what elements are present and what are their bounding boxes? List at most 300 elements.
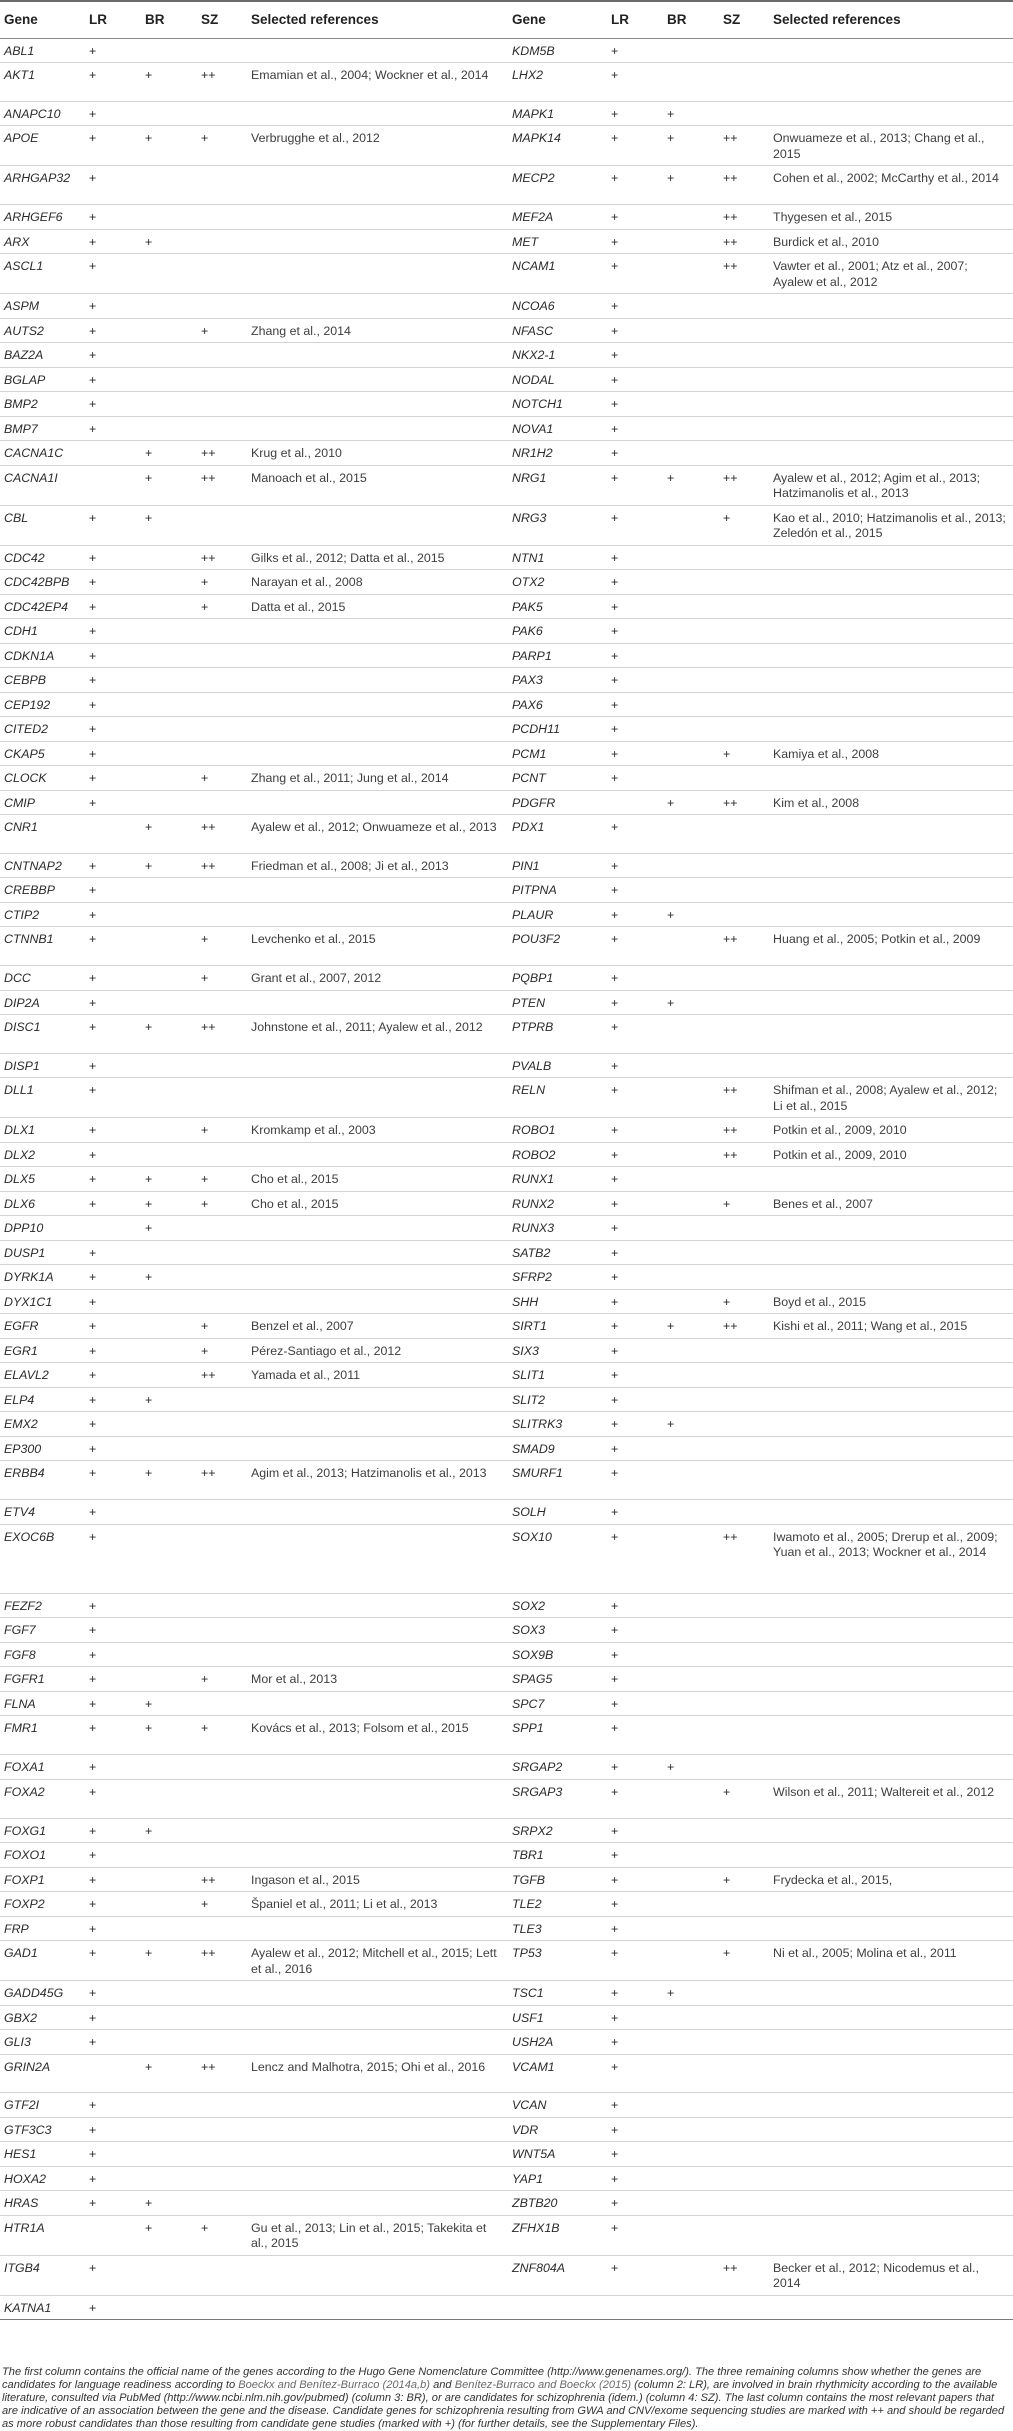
sz-mark-left bbox=[197, 229, 247, 254]
lr-mark-right: + bbox=[607, 229, 663, 254]
sz-mark-right bbox=[719, 441, 769, 466]
references-left bbox=[247, 1216, 508, 1241]
references-right bbox=[769, 2117, 1013, 2142]
gene-name-right: VCAN bbox=[508, 2093, 607, 2118]
sz-mark-left bbox=[197, 1981, 247, 2006]
br-mark-left bbox=[141, 101, 197, 126]
br-mark-right bbox=[663, 1053, 719, 1078]
gene-name-right: PCM1 bbox=[508, 741, 607, 766]
references-right bbox=[769, 343, 1013, 368]
br-mark-right bbox=[663, 2166, 719, 2191]
sz-mark-right: ++ bbox=[719, 1078, 769, 1118]
gene-name-right: NTN1 bbox=[508, 545, 607, 570]
lr-mark-right: + bbox=[607, 1015, 663, 1054]
lr-mark-right: + bbox=[607, 1779, 663, 1818]
lr-mark-right: + bbox=[607, 1524, 663, 1593]
gene-name-right: TLE2 bbox=[508, 1892, 607, 1917]
references-right bbox=[769, 1167, 1013, 1192]
references-right bbox=[769, 318, 1013, 343]
table-row bbox=[0, 1667, 1013, 1692]
sz-mark-right bbox=[719, 416, 769, 441]
sz-mark-left bbox=[197, 2255, 247, 2295]
lr-mark-right: + bbox=[607, 878, 663, 903]
sz-mark-left bbox=[197, 1818, 247, 1843]
gene-name-right: PCNT bbox=[508, 766, 607, 791]
lr-mark-left: + bbox=[85, 1314, 141, 1339]
table-row bbox=[0, 545, 1013, 570]
sz-mark-left bbox=[197, 392, 247, 417]
lr-mark-right: + bbox=[607, 1387, 663, 1412]
sz-mark-right bbox=[719, 1240, 769, 1265]
gene-name-right: SRGAP3 bbox=[508, 1779, 607, 1818]
br-mark-left bbox=[141, 1867, 197, 1892]
gene-name-left: ELP4 bbox=[0, 1387, 85, 1412]
br-mark-right bbox=[663, 717, 719, 742]
sz-mark-right bbox=[719, 1892, 769, 1917]
gene-name-left: EMX2 bbox=[0, 1412, 85, 1437]
gene-name-right: MAPK1 bbox=[508, 101, 607, 126]
sz-mark-right: ++ bbox=[719, 1118, 769, 1143]
lr-mark-left: + bbox=[85, 392, 141, 417]
table-row bbox=[0, 2166, 1013, 2191]
lr-mark-left: + bbox=[85, 2255, 141, 2295]
table-row bbox=[0, 1053, 1013, 1078]
lr-mark-left: + bbox=[85, 1387, 141, 1412]
lr-mark-right: + bbox=[607, 505, 663, 545]
gene-name-right: SATB2 bbox=[508, 1240, 607, 1265]
lr-mark-right: + bbox=[607, 1818, 663, 1843]
sz-mark-right bbox=[719, 1015, 769, 1054]
gene-name-right: ROBO2 bbox=[508, 1142, 607, 1167]
sz-mark-right bbox=[719, 1436, 769, 1461]
lr-mark-left: + bbox=[85, 1142, 141, 1167]
lr-mark-right: + bbox=[607, 619, 663, 644]
references-left bbox=[247, 668, 508, 693]
references-left bbox=[247, 692, 508, 717]
gene-name-right: SRPX2 bbox=[508, 1818, 607, 1843]
lr-mark-left: + bbox=[85, 1053, 141, 1078]
br-mark-left bbox=[141, 1142, 197, 1167]
references-left: Agim et al., 2013; Hatzimanolis et al., 2013 bbox=[247, 1461, 508, 1500]
lr-mark-left: + bbox=[85, 1289, 141, 1314]
br-mark-left: + bbox=[141, 1387, 197, 1412]
table-row bbox=[0, 1412, 1013, 1437]
sz-mark-left: + bbox=[197, 1892, 247, 1917]
br-mark-right bbox=[663, 815, 719, 854]
gene-name-left: EXOC6B bbox=[0, 1524, 85, 1593]
table-row bbox=[0, 668, 1013, 693]
references-right bbox=[769, 367, 1013, 392]
sz-mark-left bbox=[197, 2005, 247, 2030]
sz-mark-right bbox=[719, 692, 769, 717]
sz-mark-right bbox=[719, 902, 769, 927]
references-left bbox=[247, 1618, 508, 1643]
gene-name-left: CDC42EP4 bbox=[0, 594, 85, 619]
br-mark-right bbox=[663, 1387, 719, 1412]
references-left bbox=[247, 1691, 508, 1716]
lr-mark-left: + bbox=[85, 1593, 141, 1618]
br-mark-left bbox=[141, 1642, 197, 1667]
lr-mark-right: + bbox=[607, 1167, 663, 1192]
references-left bbox=[247, 878, 508, 903]
br-mark-right: + bbox=[663, 1981, 719, 2006]
gene-name-left: ABL1 bbox=[0, 38, 85, 63]
references-left bbox=[247, 1078, 508, 1118]
sz-mark-right bbox=[719, 2005, 769, 2030]
gene-name-right: NRG3 bbox=[508, 505, 607, 545]
lr-mark-left: + bbox=[85, 853, 141, 878]
table-row bbox=[0, 570, 1013, 595]
sz-mark-left: ++ bbox=[197, 1363, 247, 1388]
gene-name-left: ARX bbox=[0, 229, 85, 254]
gene-name-right: SPP1 bbox=[508, 1716, 607, 1755]
references-left bbox=[247, 2142, 508, 2167]
lr-mark-right: + bbox=[607, 2142, 663, 2167]
sz-mark-left: + bbox=[197, 1716, 247, 1755]
br-mark-right bbox=[663, 766, 719, 791]
br-mark-right bbox=[663, 853, 719, 878]
sz-mark-left bbox=[197, 1265, 247, 1290]
lr-mark-right: + bbox=[607, 927, 663, 966]
sz-mark-left bbox=[197, 1500, 247, 1525]
sz-mark-left bbox=[197, 2166, 247, 2191]
gene-name-left: GTF2I bbox=[0, 2093, 85, 2118]
br-mark-right bbox=[663, 1500, 719, 1525]
br-mark-right bbox=[663, 38, 719, 63]
gene-name-left: DLL1 bbox=[0, 1078, 85, 1118]
lr-mark-left: + bbox=[85, 545, 141, 570]
br-mark-left bbox=[141, 1981, 197, 2006]
references-left bbox=[247, 1843, 508, 1868]
references-left: Grant et al., 2007, 2012 bbox=[247, 966, 508, 991]
br-mark-right bbox=[663, 1941, 719, 1981]
lr-mark-right: + bbox=[607, 545, 663, 570]
sz-mark-right bbox=[719, 990, 769, 1015]
gene-name-right: SLIT2 bbox=[508, 1387, 607, 1412]
br-mark-left bbox=[141, 1755, 197, 1780]
sz-mark-left bbox=[197, 166, 247, 205]
table-row bbox=[0, 2191, 1013, 2216]
br-mark-right bbox=[663, 1642, 719, 1667]
br-mark-right bbox=[663, 1240, 719, 1265]
sz-mark-right: ++ bbox=[719, 205, 769, 230]
gene-name-left: HOXA2 bbox=[0, 2166, 85, 2191]
lr-mark-left: + bbox=[85, 294, 141, 319]
gene-name-left: ASPM bbox=[0, 294, 85, 319]
lr-mark-right: + bbox=[607, 2166, 663, 2191]
sz-mark-left bbox=[197, 1755, 247, 1780]
br-mark-left bbox=[141, 619, 197, 644]
sz-mark-left bbox=[197, 1078, 247, 1118]
sz-mark-right bbox=[719, 294, 769, 319]
lr-mark-right: + bbox=[607, 2215, 663, 2255]
gene-name-left: CBL bbox=[0, 505, 85, 545]
gene-name-left: ANAPC10 bbox=[0, 101, 85, 126]
references-right: Onwuameze et al., 2013; Chang et al., 2015 bbox=[769, 126, 1013, 166]
references-left: Verbrugghe et al., 2012 bbox=[247, 126, 508, 166]
references-right: Kamiya et al., 2008 bbox=[769, 741, 1013, 766]
references-left bbox=[247, 1436, 508, 1461]
references-right: Becker et al., 2012; Nicodemus et al., 2014 bbox=[769, 2255, 1013, 2295]
lr-mark-left bbox=[85, 1216, 141, 1241]
references-right bbox=[769, 1240, 1013, 1265]
references-right bbox=[769, 966, 1013, 991]
table-row bbox=[0, 1818, 1013, 1843]
gene-name-right: PARP1 bbox=[508, 643, 607, 668]
references-right bbox=[769, 1593, 1013, 1618]
sz-mark-right bbox=[719, 392, 769, 417]
references-right bbox=[769, 594, 1013, 619]
br-mark-left: + bbox=[141, 1265, 197, 1290]
references-right bbox=[769, 1216, 1013, 1241]
gene-name-right: SOX9B bbox=[508, 1642, 607, 1667]
sz-mark-left bbox=[197, 1216, 247, 1241]
gene-name-left: ELAVL2 bbox=[0, 1363, 85, 1388]
gene-name-right: POU3F2 bbox=[508, 927, 607, 966]
gene-name-right: KDM5B bbox=[508, 38, 607, 63]
gene-name-right: NR1H2 bbox=[508, 441, 607, 466]
table-row bbox=[0, 990, 1013, 1015]
gene-name-right: SMAD9 bbox=[508, 1436, 607, 1461]
gene-name-left: DYRK1A bbox=[0, 1265, 85, 1290]
table-row bbox=[0, 2093, 1013, 2118]
gene-name-right: SIX3 bbox=[508, 1338, 607, 1363]
table-row bbox=[0, 126, 1013, 166]
references-left bbox=[247, 229, 508, 254]
gene-name-right: USH2A bbox=[508, 2030, 607, 2055]
references-left bbox=[247, 101, 508, 126]
gene-name-right bbox=[508, 2295, 607, 2320]
lr-mark-right bbox=[607, 2295, 663, 2320]
table-row bbox=[0, 1191, 1013, 1216]
sz-mark-left: ++ bbox=[197, 545, 247, 570]
gene-name-right: PDX1 bbox=[508, 815, 607, 854]
br-mark-left bbox=[141, 318, 197, 343]
gene-name-left: BGLAP bbox=[0, 367, 85, 392]
br-mark-left: + bbox=[141, 1716, 197, 1755]
sz-mark-left bbox=[197, 2295, 247, 2320]
references-right: Iwamoto et al., 2005; Drerup et al., 2009; Yuan et al., 2013; Wockner et al., 2014 bbox=[769, 1524, 1013, 1593]
sz-mark-right bbox=[719, 1265, 769, 1290]
table-row bbox=[0, 2030, 1013, 2055]
br-mark-right bbox=[663, 2005, 719, 2030]
lr-mark-right: + bbox=[607, 392, 663, 417]
sz-mark-right bbox=[719, 545, 769, 570]
sz-mark-left bbox=[197, 416, 247, 441]
lr-mark-left: + bbox=[85, 1078, 141, 1118]
gene-name-right: PITPNA bbox=[508, 878, 607, 903]
references-right: Thygesen et al., 2015 bbox=[769, 205, 1013, 230]
br-mark-left bbox=[141, 1500, 197, 1525]
gene-name-right: SFRP2 bbox=[508, 1265, 607, 1290]
references-left: Johnstone et al., 2011; Ayalew et al., 2012 bbox=[247, 1015, 508, 1054]
lr-mark-left: + bbox=[85, 367, 141, 392]
gene-name-left: DLX6 bbox=[0, 1191, 85, 1216]
br-mark-right bbox=[663, 1015, 719, 1054]
table-row bbox=[0, 1118, 1013, 1143]
table-row bbox=[0, 1843, 1013, 1868]
gene-name-right: SRGAP2 bbox=[508, 1755, 607, 1780]
references-right bbox=[769, 1461, 1013, 1500]
lr-mark-right: + bbox=[607, 1338, 663, 1363]
references-right: Kao et al., 2010; Hatzimanolis et al., 2013; Zeledón et al., 2015 bbox=[769, 505, 1013, 545]
br-mark-left bbox=[141, 545, 197, 570]
gene-name-left: AUTS2 bbox=[0, 318, 85, 343]
br-mark-left bbox=[141, 205, 197, 230]
gene-name-left: CDH1 bbox=[0, 619, 85, 644]
br-mark-right bbox=[663, 1167, 719, 1192]
table-row bbox=[0, 1524, 1013, 1593]
header-references-2: Selected references bbox=[773, 12, 901, 28]
sz-mark-right bbox=[719, 1167, 769, 1192]
references-left bbox=[247, 505, 508, 545]
gene-name-left: FOXO1 bbox=[0, 1843, 85, 1868]
sz-mark-right bbox=[719, 1338, 769, 1363]
sz-mark-right bbox=[719, 2166, 769, 2191]
gene-name-left: DLX2 bbox=[0, 1142, 85, 1167]
sz-mark-left bbox=[197, 1843, 247, 1868]
references-right bbox=[769, 766, 1013, 791]
gene-name-right: PTPRB bbox=[508, 1015, 607, 1054]
gene-name-left: CLOCK bbox=[0, 766, 85, 791]
references-right bbox=[769, 717, 1013, 742]
references-left bbox=[247, 2191, 508, 2216]
lr-mark-right bbox=[607, 790, 663, 815]
br-mark-left: + bbox=[141, 1167, 197, 1192]
br-mark-left bbox=[141, 1779, 197, 1818]
references-right bbox=[769, 2142, 1013, 2167]
br-mark-right bbox=[663, 1593, 719, 1618]
lr-mark-left: + bbox=[85, 790, 141, 815]
table-row bbox=[0, 1941, 1013, 1981]
references-left bbox=[247, 2295, 508, 2320]
table-row bbox=[0, 766, 1013, 791]
sz-mark-left bbox=[197, 668, 247, 693]
br-mark-right bbox=[663, 594, 719, 619]
table-row bbox=[0, 2005, 1013, 2030]
br-mark-left: + bbox=[141, 1818, 197, 1843]
br-mark-right bbox=[663, 1843, 719, 1868]
lr-mark-right: + bbox=[607, 2030, 663, 2055]
sz-mark-right bbox=[719, 343, 769, 368]
references-left: Manoach et al., 2015 bbox=[247, 465, 508, 505]
sz-mark-right bbox=[719, 63, 769, 102]
gene-name-right: PLAUR bbox=[508, 902, 607, 927]
gene-name-right: PDGFR bbox=[508, 790, 607, 815]
lr-mark-left: + bbox=[85, 1691, 141, 1716]
references-left: Levchenko et al., 2015 bbox=[247, 927, 508, 966]
table-row bbox=[0, 1461, 1013, 1500]
gene-name-right: PAX3 bbox=[508, 668, 607, 693]
lr-mark-left: + bbox=[85, 1240, 141, 1265]
lr-mark-left: + bbox=[85, 63, 141, 102]
table-row bbox=[0, 692, 1013, 717]
br-mark-right bbox=[663, 1667, 719, 1692]
references-right bbox=[769, 570, 1013, 595]
sz-mark-left: ++ bbox=[197, 853, 247, 878]
br-mark-left: + bbox=[141, 1191, 197, 1216]
gene-name-right: RUNX2 bbox=[508, 1191, 607, 1216]
gene-name-right: SPC7 bbox=[508, 1691, 607, 1716]
br-mark-right: + bbox=[663, 902, 719, 927]
br-mark-left: + bbox=[141, 1941, 197, 1981]
table-header bbox=[0, 1, 1013, 38]
sz-mark-right bbox=[719, 2191, 769, 2216]
lr-mark-right: + bbox=[607, 205, 663, 230]
references-right bbox=[769, 1015, 1013, 1054]
sz-mark-left: + bbox=[197, 2215, 247, 2255]
br-mark-left: + bbox=[141, 505, 197, 545]
table-row bbox=[0, 205, 1013, 230]
sz-mark-left bbox=[197, 1289, 247, 1314]
references-left bbox=[247, 2255, 508, 2295]
sz-mark-left: ++ bbox=[197, 1461, 247, 1500]
table-row bbox=[0, 878, 1013, 903]
br-mark-left bbox=[141, 966, 197, 991]
table-row bbox=[0, 1716, 1013, 1755]
references-right bbox=[769, 1916, 1013, 1941]
references-left bbox=[247, 1818, 508, 1843]
references-left bbox=[247, 2005, 508, 2030]
references-left bbox=[247, 1593, 508, 1618]
sz-mark-left: ++ bbox=[197, 465, 247, 505]
lr-mark-left bbox=[85, 815, 141, 854]
gene-name-right: NOVA1 bbox=[508, 416, 607, 441]
br-mark-left bbox=[141, 902, 197, 927]
lr-mark-left: + bbox=[85, 1779, 141, 1818]
gene-name-right: SOLH bbox=[508, 1500, 607, 1525]
lr-mark-left bbox=[85, 465, 141, 505]
references-left: Lencz and Malhotra, 2015; Ohi et al., 2016 bbox=[247, 2054, 508, 2093]
references-left bbox=[247, 1265, 508, 1290]
sz-mark-right bbox=[719, 815, 769, 854]
sz-mark-left: + bbox=[197, 1118, 247, 1143]
references-right bbox=[769, 853, 1013, 878]
lr-mark-right: + bbox=[607, 1314, 663, 1339]
sz-mark-right bbox=[719, 619, 769, 644]
gene-name-right: SOX3 bbox=[508, 1618, 607, 1643]
gene-name-right: NODAL bbox=[508, 367, 607, 392]
table-row bbox=[0, 1618, 1013, 1643]
table-row bbox=[0, 790, 1013, 815]
gene-name-right: SPAG5 bbox=[508, 1667, 607, 1692]
references-right bbox=[769, 692, 1013, 717]
sz-mark-right bbox=[719, 2295, 769, 2320]
br-mark-left bbox=[141, 2166, 197, 2191]
sz-mark-left bbox=[197, 1691, 247, 1716]
lr-mark-right: + bbox=[607, 1265, 663, 1290]
br-mark-left bbox=[141, 927, 197, 966]
gene-name-left: DCC bbox=[0, 966, 85, 991]
lr-mark-left bbox=[85, 2054, 141, 2093]
gene-name-left: GBX2 bbox=[0, 2005, 85, 2030]
br-mark-left bbox=[141, 1843, 197, 1868]
gene-name-left: CACNA1C bbox=[0, 441, 85, 466]
br-mark-left: + bbox=[141, 2191, 197, 2216]
references-right bbox=[769, 1436, 1013, 1461]
gene-name-right: RELN bbox=[508, 1078, 607, 1118]
gene-name-left: AKT1 bbox=[0, 63, 85, 102]
table-row bbox=[0, 38, 1013, 63]
gene-name-left: FOXG1 bbox=[0, 1818, 85, 1843]
references-right bbox=[769, 392, 1013, 417]
references-left bbox=[247, 416, 508, 441]
gene-name-left: FMR1 bbox=[0, 1716, 85, 1755]
lr-mark-right: + bbox=[607, 1691, 663, 1716]
lr-mark-left: + bbox=[85, 594, 141, 619]
gene-name-left: FGF7 bbox=[0, 1618, 85, 1643]
br-mark-left bbox=[141, 692, 197, 717]
